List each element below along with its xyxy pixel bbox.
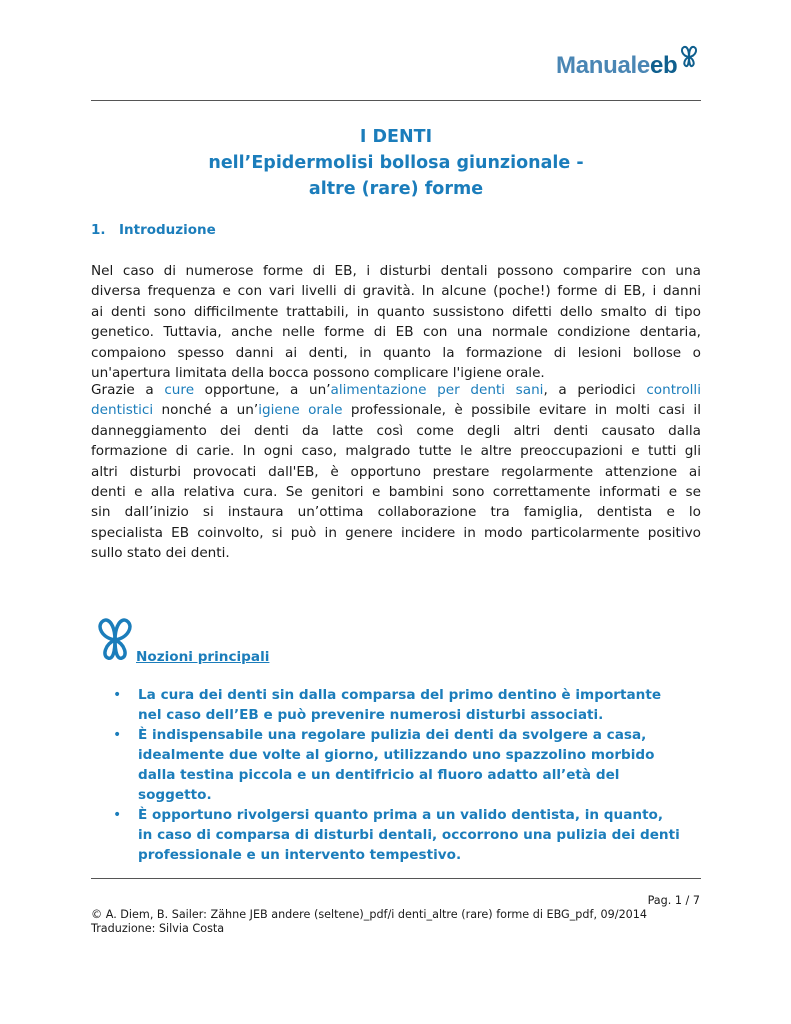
header-divider [91,100,701,101]
text-span: , a periodici [543,382,647,398]
text-line: danneggiamento dei denti da latte così come degli altri denti causato dalla [91,422,701,439]
logo-text-eb: eb [649,52,678,79]
bullet: • [113,727,122,743]
logo-text [556,52,677,80]
bullet: • [113,807,122,823]
text-line-with-links [91,400,701,420]
logo-text-main: Manuale [556,52,650,79]
text-span: professionale, è possibile evitare in molti casi il [342,402,701,419]
bullet-line: nel caso dell’EB e può prevenire numerosi disturbi associati. [138,707,604,723]
text-line: ai denti sono difficilmente trattabili, in quanto sussistono difetti dello smalto di tipo [91,303,701,320]
link-alimentazione[interactable]: alimentazione per denti sani [330,382,544,398]
page-number: Pag. 1 / 7 [647,894,700,907]
link-igiene-orale[interactable]: igiene orale [258,402,343,419]
text-line: specialista EB coinvolto, si può in genere incidere in modo particolarmente positivo [91,524,701,541]
text-span: nonché a un’ [153,402,259,419]
manuale-eb-logo [556,44,702,84]
text-line: Nel caso di numerose forme di EB, i disturbi dentali possono comparire con una [91,263,701,279]
text-line: sullo stato dei denti. [91,545,230,562]
text-span: Grazie a [91,382,165,398]
text-line: denti e alla relativa cura. Se genitori e bambini sono correttamente informati e se [91,483,701,500]
bullet-line: La cura dei denti sin dalla comparsa del primo dentino è importante [138,687,662,703]
text-line: genetico. Tuttavia, anche nelle forme di EB con una normale condizione dentaria, [91,324,701,341]
bullet-line: soggetto. [138,787,212,803]
text-line: compaiono spesso danni ai denti, in quanto la formazione di lesioni bollose o [91,344,701,361]
bullet-line: professionale e un intervento tempestivo. [138,847,462,863]
text-line-with-links [91,380,701,400]
page-title-line-2: nell’Epidermolisi bollosa giunzionale - [208,153,584,173]
text-span: opportune, a un’ [194,382,331,398]
footer-divider [91,878,701,879]
bullet-line: È indispensabile una regolare pulizia dei denti da svolgere a casa, [138,727,647,743]
text-line: diversa frequenza e con vari livelli di gravità. In alcune (poche!) forme di EB, i danni [91,283,701,300]
section-number: 1. [91,222,106,238]
butterfly-icon [92,616,138,664]
section-title: Introduzione [119,222,216,238]
nozioni-heading[interactable]: Nozioni principali [136,649,270,665]
bullet-line: in caso di comparsa di disturbi dentali, occorrono una pulizia dei denti [138,827,680,843]
footer-translation: Traduzione: Silvia Costa [91,922,225,935]
page-title-line-1: I DENTI [359,127,433,147]
link-dentistici[interactable]: dentistici [91,402,154,419]
butterfly-icon [678,44,700,70]
bullet-line: idealmente due volte al giorno, utilizzando uno spazzolino morbido [138,747,655,763]
text-line: sin dall’inizio si instaura un’ottima collaborazione tra famiglia, dentista e lo [91,504,701,521]
text-line: formazione di carie. In ogni caso, malgrado tutte le altre preoccupazioni e tutti gli [91,443,701,460]
link-cure[interactable]: cure [164,382,195,398]
body-paragraph [91,380,701,564]
bullet-line: dalla testina piccola e un dentifricio al fluoro adatto all’età del [138,767,620,783]
link-controlli[interactable]: controlli [646,382,701,398]
intro-paragraph [91,261,701,383]
bullet: • [113,687,122,703]
bullet-line: È opportuno rivolgersi quanto prima a un valido dentista, in quanto, [138,807,664,823]
page-title-line-3: altre (rare) forme [308,179,484,199]
text-line: altri disturbi provocati dall'EB, è opportuno prestare regolarmente attenzione ai [91,463,701,480]
section-heading [91,222,216,238]
text-line: un'apertura limitata della bocca possono complicare l'igiene orale. [91,364,545,381]
footer-copyright: © A. Diem, B. Sailer: Zähne JEB andere (seltene)_pdf/i denti_altre (rare) forme di EBG_pdf, 09/2014 [91,908,648,921]
